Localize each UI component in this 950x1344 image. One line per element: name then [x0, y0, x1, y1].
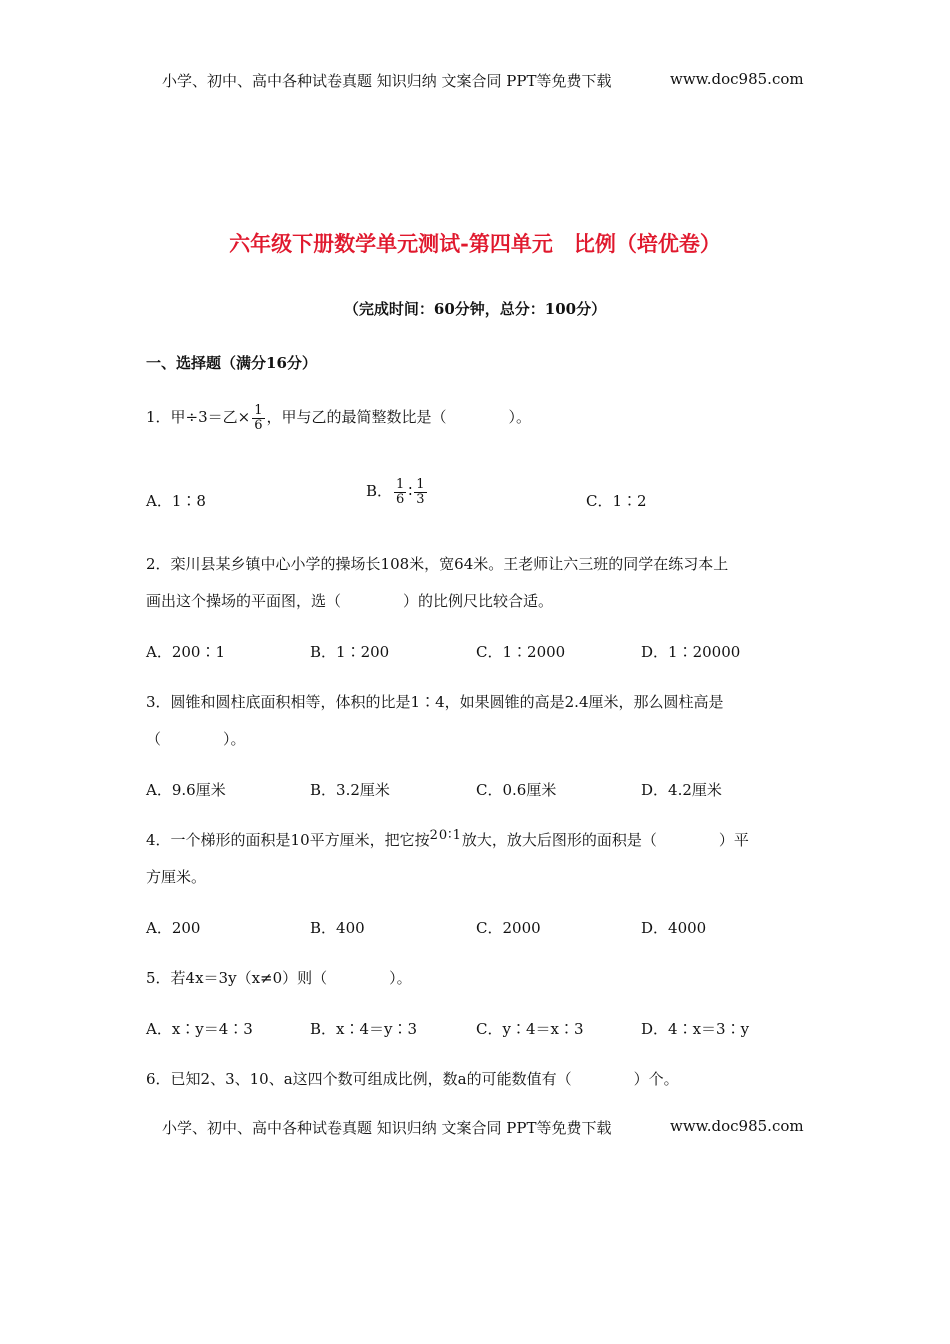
q2-line-2-pre: 画出这个操场的平面图，选（: [146, 592, 342, 610]
q4-option-c: C．2000: [476, 919, 541, 937]
q2-option-d: D．1∶20000: [641, 643, 741, 661]
q3-option-d: D．4.2厘米: [641, 781, 722, 799]
page-header-url: www.doc985.com: [670, 70, 804, 88]
q4-line-1: [146, 829, 749, 850]
q4-option-d: D．4000: [641, 919, 707, 937]
q1-frac-numerator: 1: [254, 403, 263, 418]
q4-line-1-mid: 放大，放大后图形的面积是（: [461, 831, 657, 849]
q4-line-1-pre: 4．一个梯形的面积是10平方厘米，把它按: [146, 831, 430, 849]
q2-line-1: 2．栾川县某乡镇中心小学的操场长108米，宽64米。王老师让六三班的同学在练习本上: [146, 555, 729, 573]
q5-option-c: C．y∶4＝x∶3: [476, 1020, 584, 1038]
q5-option-d: D．4∶x＝3∶y: [641, 1020, 750, 1038]
q2-option-a: A．200∶1: [146, 643, 226, 661]
q1-fraction: [252, 404, 264, 432]
q1-option-b-label: B．: [366, 482, 393, 501]
q5-option-a: A．x∶y＝4∶3: [146, 1020, 253, 1038]
q1-text-pre: 1．甲÷3＝乙×: [146, 408, 251, 427]
question-5: [146, 967, 412, 988]
q1-option-c: C．1∶2: [586, 492, 647, 510]
q1-b-f2-numerator: 1: [416, 477, 425, 492]
q4-line-1-post: ）平: [718, 831, 749, 849]
q3-option-b: B．3.2厘米: [310, 781, 390, 799]
section-heading: 一、选择题（满分16分）: [146, 354, 317, 372]
q5-option-b: B．x∶4＝y∶3: [310, 1020, 418, 1038]
q3-line-2: [146, 728, 246, 749]
q3-line-1: 3．圆锥和圆柱底面积相等，体积的比是1∶4，如果圆锥的高是2.4厘米，那么圆柱高是: [146, 693, 724, 711]
q4-line-2: 方厘米。: [146, 868, 207, 886]
page-footer-url: www.doc985.com: [670, 1117, 804, 1135]
q1-b-fraction-2: [414, 478, 426, 506]
question-6: [146, 1068, 679, 1089]
q3-line-2-post: ）。: [223, 730, 246, 748]
q5-text-post: ）。: [389, 969, 412, 987]
question-1: [146, 404, 531, 432]
q6-text-post: ）个。: [633, 1070, 679, 1088]
q4-option-a: A．200: [146, 919, 201, 937]
q2-option-c: C．1∶2000: [476, 643, 566, 661]
q3-option-a: A．9.6厘米: [146, 781, 226, 799]
page-subtitle: （完成时间：60分钟，总分：100分）: [343, 300, 607, 318]
page-header-text: 小学、初中、高中各种试卷真题 知识归纳 文案合同 PPT等免费下载: [162, 72, 612, 90]
q1-option-a: A．1∶8: [146, 492, 206, 510]
q5-text-pre: 5．若4x＝3y（x≠0）则（: [146, 969, 328, 987]
q1-b-f1-denominator: 6: [396, 491, 405, 507]
q1-frac-denominator: 6: [254, 417, 263, 433]
q2-option-b: B．1∶200: [310, 643, 390, 661]
q2-line-2-post: ）的比例尺比较合适。: [403, 592, 554, 610]
q1-text-post: ，甲与乙的最简整数比是（: [266, 408, 447, 427]
page-title: 六年级下册数学单元测试-第四单元 比例（培优卷）: [229, 231, 721, 256]
q6-text-pre: 6．已知2、3、10、a这四个数可组成比例，数a的可能数值有（: [146, 1070, 572, 1088]
q4-option-b: B．400: [310, 919, 365, 937]
q3-line-2-pre: （: [146, 730, 162, 748]
q2-line-2: [146, 590, 553, 611]
q1-option-b: [366, 478, 429, 506]
q1-b-f2-denominator: 3: [416, 491, 425, 507]
page-footer-text: 小学、初中、高中各种试卷真题 知识归纳 文案合同 PPT等免费下载: [162, 1119, 612, 1137]
q1-b-fraction-1: [394, 478, 406, 506]
q1-text-end: ）。: [508, 408, 532, 427]
q3-option-c: C．0.6厘米: [476, 781, 557, 799]
q1-b-separator: ∶: [408, 482, 413, 501]
q4-ratio: 20∶1: [429, 828, 462, 843]
q1-b-f1-numerator: 1: [396, 477, 405, 492]
